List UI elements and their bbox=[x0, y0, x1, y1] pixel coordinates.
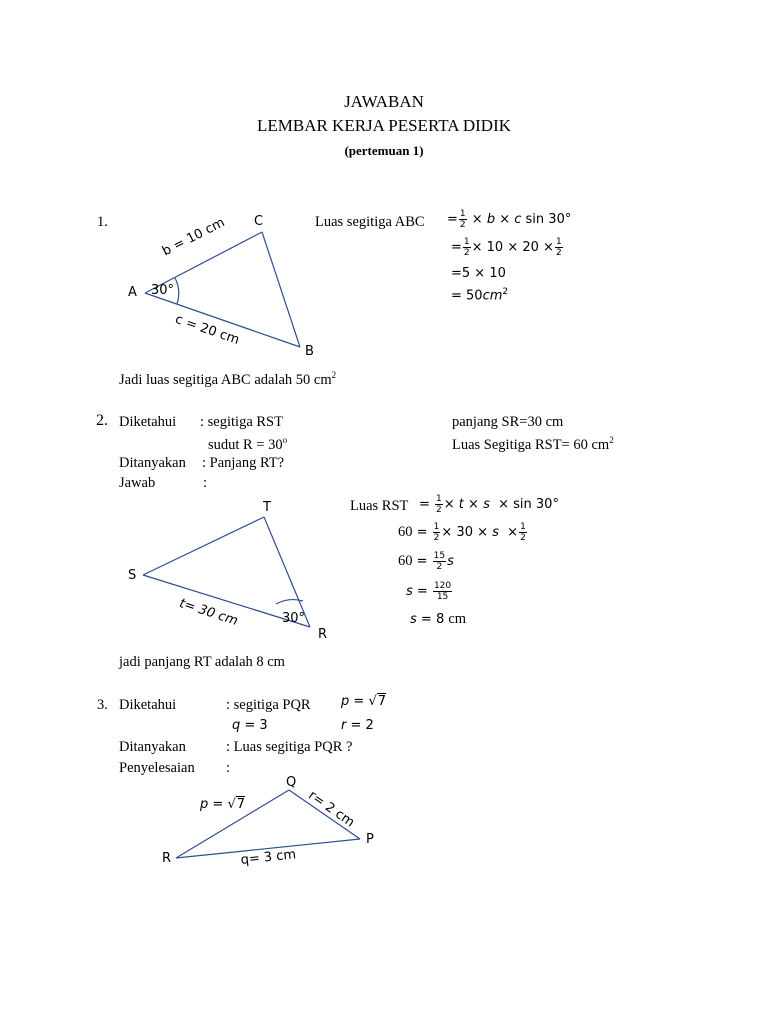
problem-2-number: 2. bbox=[96, 412, 108, 429]
vertex-r-label-pqr: R bbox=[162, 851, 172, 866]
problem-1-step-4: = $50cm^2$ bbox=[451, 287, 509, 304]
problem-2-known-3: panjang SR=30 cm bbox=[452, 414, 564, 430]
page-subtitle: LEMBAR KERJA PESERTA DIDIK bbox=[256, 116, 512, 135]
side-q-label: q= 3 cm bbox=[240, 847, 297, 868]
side-t-label: t= 30 cm bbox=[177, 596, 240, 629]
problem-2-answer-label: Jawab bbox=[119, 475, 156, 491]
problem-2-step-5: s = 8 cm bbox=[410, 611, 467, 627]
problem-2-answer-colon: : bbox=[203, 475, 208, 491]
problem-3-r-value: r = 2 bbox=[341, 718, 374, 733]
vertex-a-label: A bbox=[128, 285, 137, 300]
vertex-q-label: Q bbox=[286, 775, 297, 790]
problem-2-known-2: sudut $R = 30^o$ bbox=[208, 435, 288, 453]
problem-1-conclusion: Jadi luas segitiga ABC adalah 50 $cm^2$ bbox=[119, 370, 337, 388]
problem-3-solution-label: Penyelesaian bbox=[119, 760, 195, 776]
vertex-s-label: S bbox=[128, 568, 137, 583]
vertex-p-label: P bbox=[366, 832, 374, 847]
side-b-label: b = 10 cm bbox=[160, 215, 228, 260]
problem-3-solution-colon: : bbox=[226, 760, 231, 776]
problem-2-asked: : Panjang RT? bbox=[202, 455, 285, 471]
problem-3-number: 3. bbox=[97, 697, 108, 713]
vertex-c-label: C bbox=[254, 214, 264, 229]
problem-1-number: 1. bbox=[97, 214, 108, 230]
side-c-label: c = 20 cm bbox=[173, 312, 242, 348]
problem-3-p-value: p = √7 bbox=[341, 694, 387, 709]
problem-2-known-4: Luas Segitiga RST= 60 $cm^2$ bbox=[452, 435, 614, 453]
problem-2-asked-label: Ditanyakan bbox=[119, 455, 186, 471]
side-r-label: r= 2 cm bbox=[305, 788, 358, 831]
problem-2-conclusion: jadi panjang RT adalah 8 cm bbox=[119, 654, 285, 670]
meeting-label: (pertemuan 1) bbox=[344, 143, 424, 158]
side-p-label: p = √7 bbox=[200, 797, 246, 812]
problem-2-known-label: Diketahui bbox=[119, 414, 177, 430]
problem-1-step-2: = $\frac{1}{2}$ × 10 × 20 × $\frac{1}{2}$ bbox=[451, 237, 562, 258]
problem-2-step-4: s = $\frac{120}{15}$ bbox=[406, 581, 452, 602]
problem-1-area-label: Luas segitiga ABC bbox=[315, 214, 425, 230]
problem-3-q-value: q = 3 bbox=[232, 718, 268, 733]
problem-3-asked: : Luas segitiga PQR ? bbox=[226, 739, 353, 755]
problem-3-known-1: : segitiga PQR bbox=[226, 697, 311, 713]
problem-1-step-3: =5 × 10 bbox=[451, 266, 506, 281]
page-title: JAWABAN bbox=[344, 92, 424, 111]
problem-2-area-label: Luas RST bbox=[350, 498, 409, 514]
problem-3-asked-label: Ditanyakan bbox=[119, 739, 186, 755]
problem-2-step-3: 60 = $\frac{15}{2}$ s bbox=[398, 551, 454, 572]
problem-2-step-2: 60 = $\frac{1}{2}$ × 30 × s × $\frac{1}{2}$ bbox=[398, 522, 526, 543]
vertex-r-label: R bbox=[318, 627, 328, 642]
vertex-t-label: T bbox=[263, 500, 271, 515]
vertex-b-label: B bbox=[305, 344, 314, 359]
angle-a-label: 30° bbox=[151, 283, 175, 298]
problem-1-step-1: = $\frac{1}{2}$ × b × c sin 30° bbox=[447, 209, 572, 230]
problem-3-known-label: Diketahui bbox=[119, 697, 177, 713]
problem-2-known-1: : segitiga RST bbox=[200, 414, 283, 430]
problem-2-step-1: = $\frac{1}{2}$ × t × s × sin 30° bbox=[419, 494, 559, 515]
angle-r-label: 30° bbox=[282, 611, 306, 626]
